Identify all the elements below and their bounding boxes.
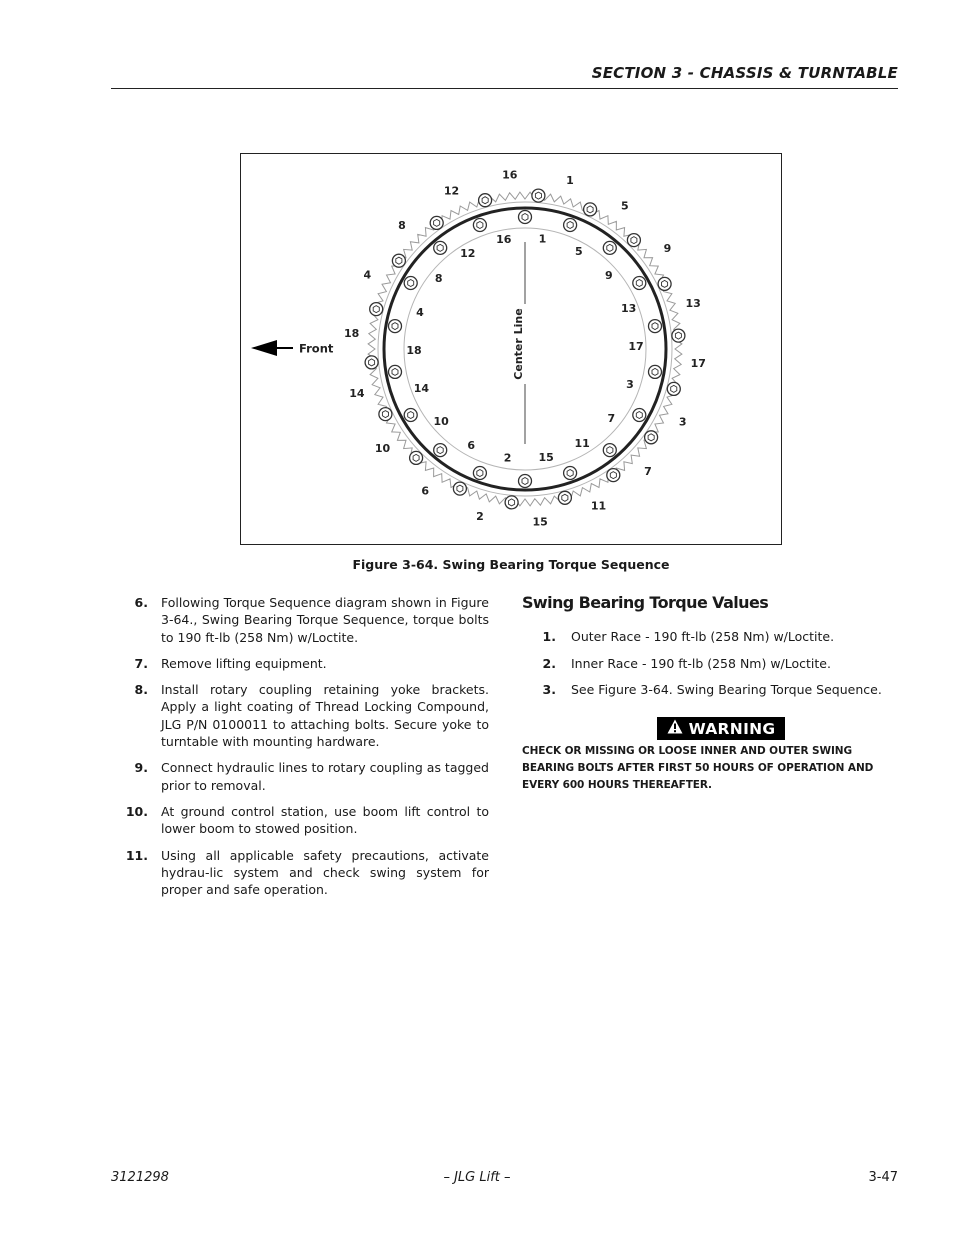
step-text: Connect hydraulic lines to rotary coupling as tagged prior to removal. — [161, 760, 489, 793]
step-number: 11. — [125, 847, 148, 863]
outer-bolt — [379, 408, 392, 421]
item-text: Outer Race - 190 ft-lb (258 Nm) w/Loctite. — [571, 629, 835, 644]
outer-bolt-number: 3 — [678, 415, 687, 429]
outer-bolt-number: 11 — [590, 499, 607, 513]
figure-caption: Figure 3-64. Swing Bearing Torque Sequence — [352, 557, 670, 572]
item-text: Inner Race - 190 ft-lb (258 Nm) w/Loctite. — [571, 655, 831, 671]
outer-bolt — [672, 329, 685, 342]
outer-bolt-number: 10 — [374, 441, 391, 455]
outer-bolt-number: 17 — [690, 357, 706, 371]
warning-label: WARNING — [688, 719, 776, 738]
inner-bolt-number: 1 — [538, 232, 547, 246]
inner-bolt — [389, 365, 402, 378]
item-number: 2. — [542, 655, 556, 671]
outer-bolt-number: 6 — [421, 484, 430, 498]
inner-bolt-number: 4 — [416, 305, 424, 319]
outer-bolt-number: 18 — [344, 326, 360, 340]
list-item — [530, 681, 900, 698]
list-item — [118, 594, 489, 646]
inner-bolt-number: 11 — [574, 437, 590, 451]
outer-bolt-number: 14 — [349, 387, 365, 400]
inner-bolt — [519, 475, 532, 488]
outer-bolt-number: 2 — [476, 510, 484, 524]
warning-text: CHECK OR MISSING OR LOOSE INNER AND OUTER SWING BEARING BOLTS AFTER FIRST 50 HOURS OF OPERATION AND EVERY 600 HOURS THEREAFTER. — [522, 745, 874, 791]
outer-bolt — [370, 303, 383, 316]
outer-bolt — [532, 189, 545, 202]
outer-bolt — [607, 469, 620, 482]
page-number: 3-47 — [868, 1170, 898, 1185]
outer-bolt-number: 15 — [532, 515, 548, 529]
outer-bolt — [479, 194, 492, 207]
outer-bolt-number: 1 — [566, 173, 574, 187]
list-item — [118, 803, 489, 838]
outer-bolt-number: 16 — [502, 168, 518, 182]
header-divider — [111, 88, 898, 89]
outer-bolt-number: 12 — [443, 184, 460, 198]
outer-bolt-number: 9 — [663, 242, 672, 256]
inner-bolt-number: 10 — [433, 414, 449, 428]
inner-bolt — [389, 320, 402, 333]
inner-bolt-number: 18 — [406, 343, 422, 357]
list-item — [118, 681, 489, 750]
inner-bolt — [564, 467, 577, 480]
step-number: 6. — [134, 595, 148, 610]
step-text: Remove lifting equipment. — [161, 655, 327, 671]
inner-bolt — [404, 277, 417, 290]
torque-values-list — [530, 628, 900, 708]
outer-bolt — [584, 203, 597, 216]
step-text: Using all applicable safety precautions, activate hydrau-lic system and check swing system for proper and safe operation. — [161, 847, 489, 898]
outer-bolt — [392, 254, 405, 267]
inner-bolt — [649, 320, 662, 333]
list-item — [530, 655, 900, 672]
inner-bolt — [649, 365, 662, 378]
outer-bolt-number: 5 — [620, 199, 629, 213]
outer-bolt — [365, 356, 378, 369]
list-item — [530, 628, 900, 645]
outer-bolt — [645, 431, 658, 444]
step-text: Install rotary coupling retaining yoke brackets. Apply a light coating of Thread Locking Compound, JLG P/N 0100011 to attaching bolts. Secure yoke to turntable with mounting hardware. — [161, 682, 489, 750]
outer-bolt — [667, 382, 680, 395]
outer-bolt — [453, 482, 466, 495]
list-item — [118, 759, 489, 794]
inner-bolt — [633, 277, 646, 290]
outer-bolt — [505, 496, 518, 509]
front-arrow-head — [251, 340, 277, 356]
outer-bolt — [627, 234, 640, 247]
doc-number: 3121298 — [111, 1170, 169, 1185]
item-number: 3. — [542, 682, 556, 697]
inner-bolt-number: 6 — [467, 439, 476, 453]
inner-bolt-number: 5 — [574, 244, 583, 258]
outer-bolt-number: 4 — [363, 268, 372, 282]
inner-bolt-number: 17 — [628, 340, 644, 354]
list-item — [118, 847, 489, 899]
inner-bolt-number: 8 — [434, 272, 443, 286]
inner-bolt-number: 14 — [413, 381, 430, 395]
section-title: SECTION 3 - CHASSIS & TURNTABLE — [591, 64, 898, 82]
inner-bolt-number: 9 — [604, 269, 613, 283]
step-number: 9. — [134, 760, 148, 776]
list-item — [118, 655, 489, 672]
swing-bearing-figure — [240, 153, 782, 545]
step-text: At ground control station, use boom lift control to lower boom to stowed position. — [161, 803, 489, 837]
item-text: See Figure 3-64. Swing Bearing Torque Sequence. — [571, 682, 882, 697]
inner-bolt — [603, 444, 616, 457]
inner-bolt-number: 12 — [460, 246, 476, 260]
inner-bolt — [473, 467, 486, 480]
inner-bolt-number: 13 — [620, 302, 637, 316]
inner-bolt-number: 2 — [503, 451, 512, 465]
torque-values-heading: Swing Bearing Torque Values — [522, 593, 769, 612]
swing-bearing-diagram — [241, 154, 781, 544]
step-text: Following Torque Sequence diagram shown in Figure 3-64., Swing Bearing Torque Sequence, torque bolts to 190 ft-lb (258 Nm) w/Loctite. — [161, 595, 489, 645]
outer-bolt-number: 7 — [644, 465, 652, 478]
inner-bolt — [434, 444, 447, 457]
footer-brand: – JLG Lift – — [443, 1170, 511, 1185]
inner-bolt-number: 3 — [626, 378, 634, 392]
outer-bolt — [410, 451, 423, 464]
step-number: 7. — [134, 655, 148, 671]
inner-bolt — [519, 211, 532, 224]
outer-bolt — [558, 491, 571, 504]
inner-bolt-number: 15 — [538, 451, 554, 464]
warning-badge — [657, 717, 785, 740]
outer-bolt — [658, 277, 671, 290]
inner-bolt — [434, 241, 447, 254]
inner-bolt — [603, 241, 616, 254]
item-number: 1. — [542, 629, 556, 644]
inner-bolt — [473, 219, 486, 232]
inner-bolt — [404, 409, 417, 422]
inner-bolt — [633, 409, 646, 422]
inner-bolt-number: 16 — [496, 233, 512, 246]
outer-bolt-number: 8 — [398, 219, 406, 232]
step-number: 8. — [134, 682, 148, 698]
center-line-label: Center Line — [512, 308, 525, 380]
front-label: Front — [299, 341, 334, 356]
outer-bolt — [430, 216, 443, 229]
outer-bolt-number: 13 — [685, 297, 701, 310]
warning-triangle-icon — [667, 719, 683, 738]
inner-bolt-number: 7 — [607, 411, 616, 425]
inner-bolt — [564, 219, 577, 232]
step-number: 10. — [125, 803, 148, 819]
procedure-steps — [118, 594, 489, 907]
